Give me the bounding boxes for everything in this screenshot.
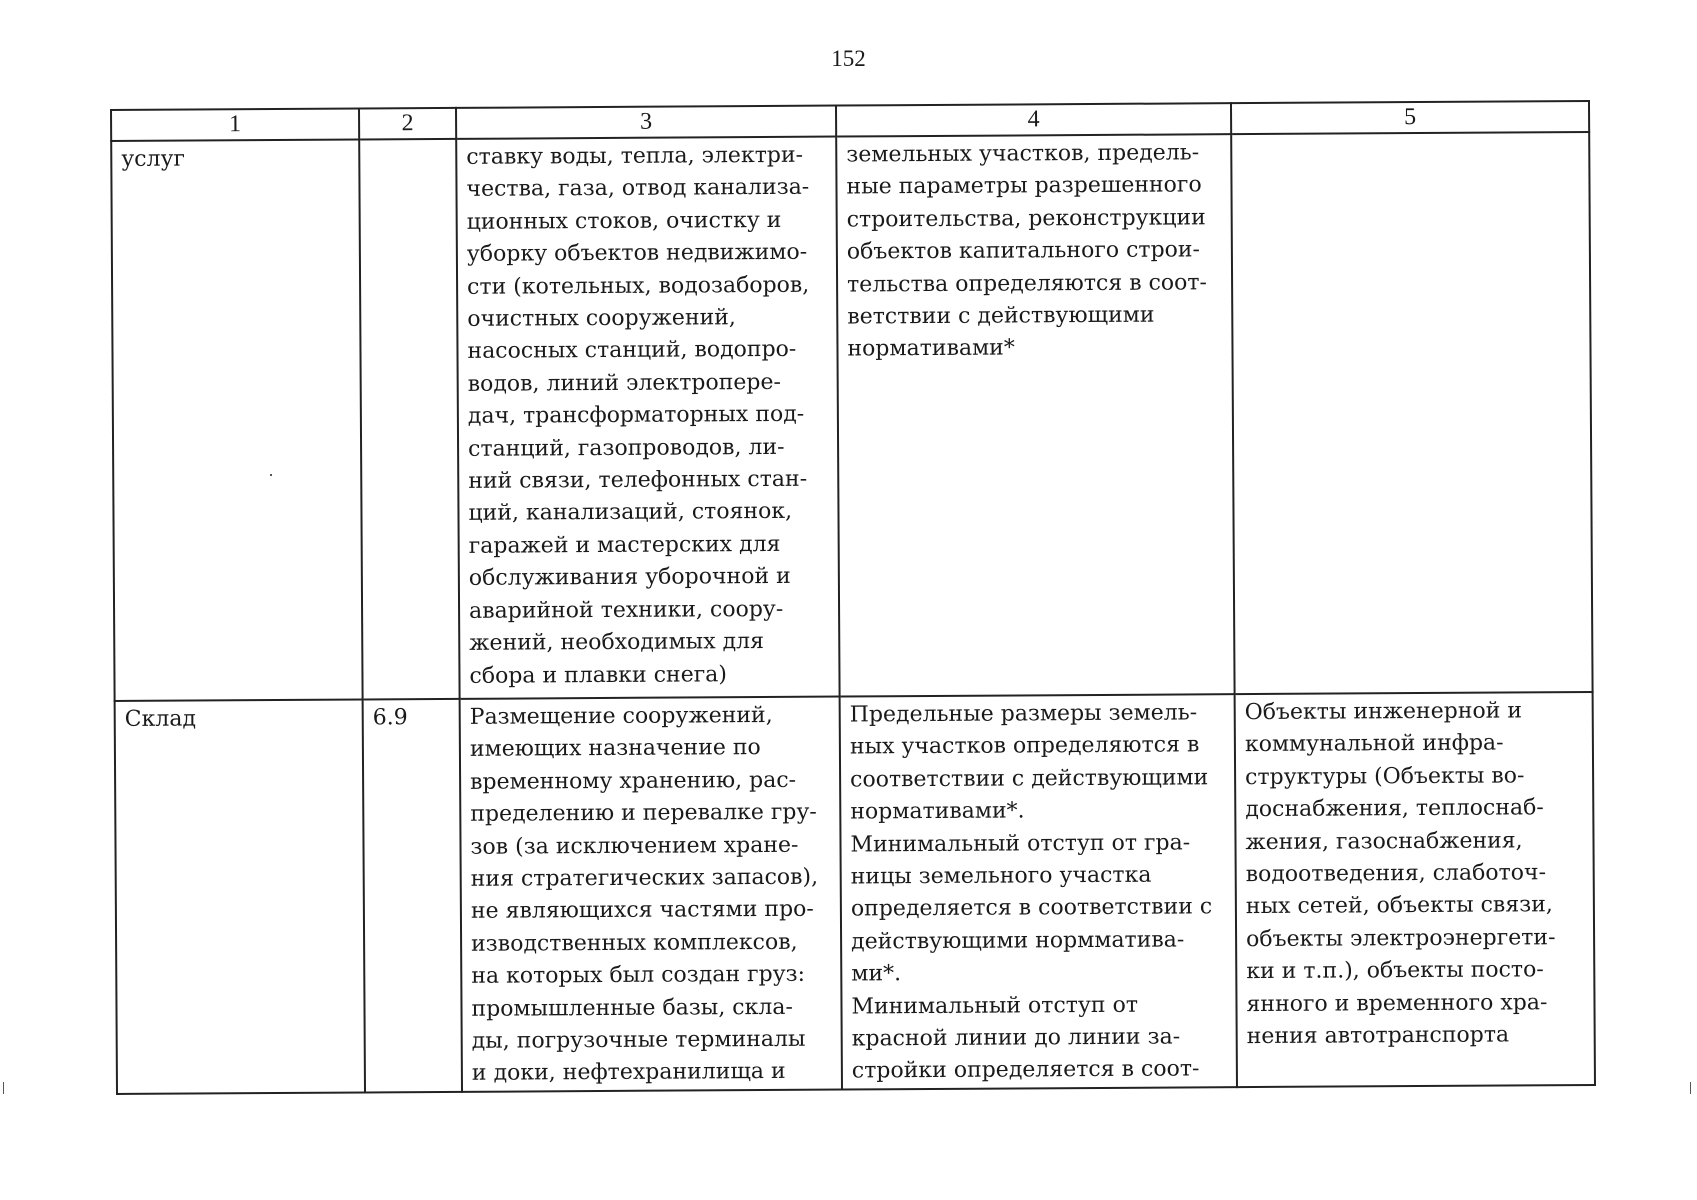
cell-text-line: ставку воды, тепла, электри-: [466, 142, 804, 170]
cell-text-line: структуры (Объекты во-: [1245, 763, 1525, 790]
cell-text-line: ные параметры разрешенного: [846, 172, 1202, 200]
column-header-3: 3: [456, 106, 836, 139]
cell-text-line: уборку объектов недвижимо-: [466, 239, 808, 268]
cell-text-line: дач, трансформаторных под-: [467, 402, 805, 430]
cell-text-line: гаражей и мастерских для: [468, 531, 781, 559]
cell-use-type: услуг: [111, 139, 362, 701]
cell-text-line: очистных сооружений,: [467, 305, 736, 332]
cell-auxiliary-uses: [1231, 132, 1592, 694]
cell-text-line: янного и временного хра-: [1246, 989, 1548, 1017]
cell-text-line: имеющих назначение по: [469, 735, 761, 763]
cell-text-line: соответствии с действующими: [850, 765, 1209, 793]
cell-text-line: Объекты инженерной и: [1244, 698, 1523, 726]
cell-text-line: ционных стоков, очистку и: [466, 207, 782, 235]
cell-description: [456, 137, 839, 699]
page-number: 152: [831, 46, 866, 71]
cell-text-line: и доки, нефтехранилища и: [471, 1059, 786, 1087]
cell-text-line: жений, необходимых для: [469, 629, 765, 656]
cell-text-line: станций, газопроводов, ли-: [468, 434, 785, 462]
cell-text-line: ний связи, телефонных стан-: [468, 466, 808, 494]
cell-code: 6.9: [363, 699, 462, 1092]
scan-speck: [270, 474, 272, 476]
cell-text-line: ных сетей, объекты связи,: [1245, 892, 1553, 920]
column-header-1: 1: [111, 108, 359, 141]
cell-auxiliary-uses: [1235, 692, 1595, 1087]
cell-text-line: жения, газоснабжения,: [1245, 828, 1523, 855]
table-row: [115, 692, 1595, 1094]
cell-text-line: водов, линий электропере-: [467, 369, 781, 397]
column-header-4: 4: [836, 103, 1231, 136]
cell-text-line: Размещение сооружений,: [469, 702, 773, 730]
column-header-5: 5: [1231, 101, 1589, 134]
cell-text-line: объектов капитального строи-: [846, 237, 1201, 265]
cell-text-line: водоотведения, слаботоч-: [1245, 860, 1547, 888]
cell-text-line: ветствии с действующими: [847, 302, 1155, 330]
cell-text-line: пределению и перевалке гру-: [470, 799, 817, 828]
cell-text-line: сбора и плавки снега): [469, 661, 727, 689]
cell-text-line: Минимальный отступ от: [851, 992, 1139, 1020]
cell-text-line: коммунальной инфра-: [1244, 730, 1504, 758]
cell-text-line: насосных станций, водопро-: [467, 337, 797, 365]
cell-text-line: земельных участков, предель-: [846, 140, 1200, 168]
cell-text-line: промышленные базы, скла-: [471, 994, 793, 1022]
cell-text-line: стройки определяется в соот-: [851, 1056, 1200, 1084]
cell-use-type: Склад: [115, 699, 365, 1093]
cell-text-line: чества, газа, отвод канализа-: [466, 175, 810, 203]
cell-text-line: на которых был создан груз:: [471, 962, 806, 990]
cell-text-line: ных участков определяются в: [849, 732, 1200, 760]
cell-text-line: Предельные размеры земель-: [849, 700, 1198, 728]
cell-text-line: красной линии до линии за-: [851, 1024, 1181, 1052]
cell-text-line: нормативами*: [847, 335, 1015, 362]
scan-edge-mark: [3, 1082, 4, 1094]
cell-text-line: действующими нормматива-: [851, 927, 1185, 955]
cell-text-line: строительства, реконструкции: [846, 205, 1206, 233]
cell-text-line: ми*.: [851, 961, 902, 987]
scan-edge-mark: [1690, 1082, 1691, 1094]
cell-text-line: доснабжения, теплоснаб-: [1245, 795, 1544, 823]
cell-text-line: нормативами*.: [850, 798, 1025, 825]
cell-text-line: нения автотранспорта: [1246, 1022, 1510, 1050]
cell-text-line: временному хранению, рас-: [470, 767, 797, 795]
cell-parameters: [836, 134, 1234, 696]
cell-text-line: тельства определяются в соот-: [847, 269, 1208, 298]
cell-text-line: определяется в соответствии с: [850, 894, 1213, 922]
cell-text-line: ницы земельного участка: [850, 862, 1152, 890]
cell-text-line: Минимальный отступ от гра-: [850, 830, 1191, 858]
column-header-2: 2: [359, 108, 456, 140]
cell-text-line: не являющихся частями про-: [470, 897, 814, 925]
cell-text-line: зов (за исключением хране-: [470, 832, 799, 860]
cell-description: [460, 697, 842, 1092]
cell-text-line: обслуживания уборочной и: [468, 564, 791, 592]
cell-parameters: [840, 694, 1237, 1089]
cell-text-line: сти (котельных, водозаборов,: [467, 272, 810, 300]
cell-text-line: ки и т.п.), объекты посто-: [1246, 957, 1544, 985]
table-row: [111, 132, 1592, 701]
cell-text-line: ния стратегических запасов),: [470, 864, 819, 892]
cell-text-line: ды, погрузочные терминалы: [471, 1026, 806, 1054]
cell-text-line: объекты электроэнергети-: [1246, 925, 1556, 952]
cell-code: [359, 139, 459, 700]
cell-text-line: ций, канализаций, стоянок,: [468, 499, 793, 527]
cell-text-line: изводственных комплексов,: [471, 929, 798, 957]
cell-text-line: аварийной техники, соору-: [468, 596, 784, 624]
land-use-table: [110, 100, 1596, 1095]
